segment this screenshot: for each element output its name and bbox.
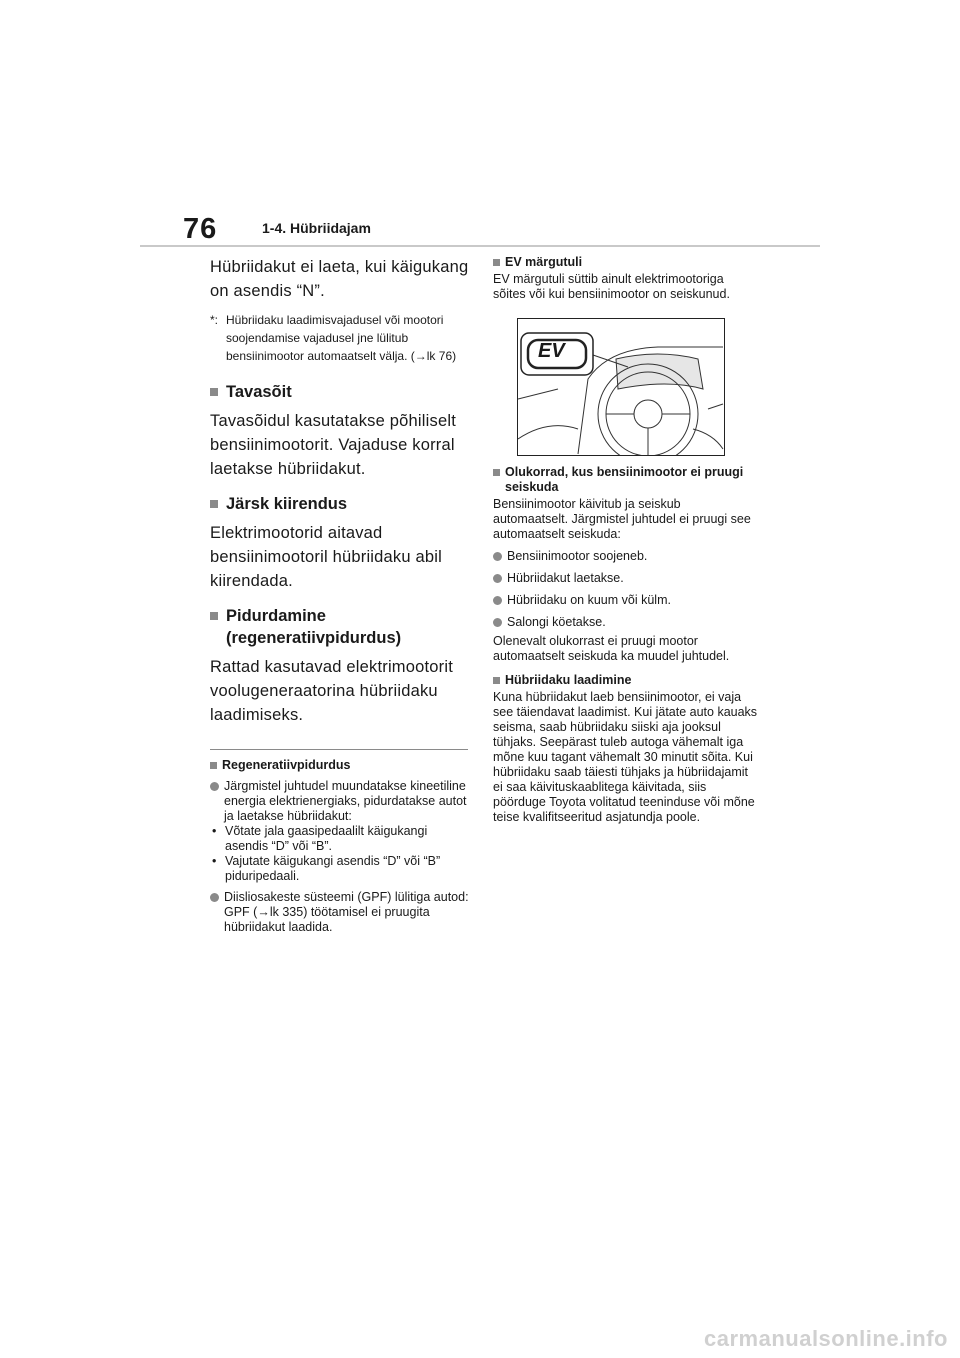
stop-heading: Olukorrad, kus bensiinimootor ei pruugi seiskuda — [493, 465, 758, 495]
square-bullet-icon — [210, 612, 218, 620]
charging-section — [493, 673, 758, 825]
section-body: Elektrimootorid aitavad bensiinimootoril hübriidaku abil kiirendada. — [210, 524, 443, 590]
regen-heading: Regeneratiivpidurdus — [210, 758, 470, 773]
square-bullet-icon — [210, 500, 218, 508]
header-rule — [140, 245, 820, 247]
section-heading: Järsk kiirendus — [210, 493, 470, 515]
section-heading: Tavasõit — [210, 381, 470, 403]
ev-indicator-icon: EV — [538, 340, 565, 362]
stop-intro: Bensiinimootor käivitub ja seiskub automaatselt. Järgmistel juhtudel ei pruugi see automaatselt seiskuda: — [493, 497, 751, 541]
list-item: Hübriidaku on kuum või külm. — [493, 593, 758, 608]
section-heading: Pidurdamine (regeneratiivpidurdus) — [210, 605, 470, 649]
right-column — [493, 255, 758, 825]
section-body: Rattad kasutavad elektrimootorit voolugeneraatorina hübriidaku laadimiseks. — [210, 658, 454, 724]
square-bullet-icon — [210, 762, 217, 769]
bullet-dot-icon — [210, 893, 219, 902]
bullet-dot-icon — [210, 782, 219, 791]
bullet-dot-icon — [493, 618, 502, 627]
bullet-dot-icon — [493, 596, 502, 605]
section-tavasoit — [210, 381, 470, 481]
stop-outro: Olenevalt olukorrast ei pruugi mootor automaatselt seiskuda ka muudel juhtudel. — [493, 634, 730, 663]
square-bullet-icon — [493, 677, 500, 684]
divider — [210, 749, 468, 750]
footnote-mark: *: — [210, 313, 219, 327]
ev-body: EV märgutuli süttib ainult elektrimootoriga sõites või kui bensiinimootor on seiskunud. — [493, 272, 730, 301]
list-item: Järgmistel juhtudel muundatakse kineetiline energia elektrienergiaks, pidurdatakse autot ja laetakse hübriidakut: — [210, 779, 470, 824]
section-body: Tavasõidul kasutatakse põhiliselt bensiinimootorit. Vajaduse korral laetakse hübriidakut. — [210, 412, 456, 478]
engine-stop-section — [493, 465, 758, 664]
list-item: Diisliosakeste süsteemi (GPF) lülitiga autod: GPF (→lk 335) töötamisel ei pruugita hübriidakut laadida. — [210, 890, 470, 935]
section-title: 1-4. Hübriidajam — [262, 220, 371, 236]
bullet-dot-icon — [493, 552, 502, 561]
list-item: Salongi köetakse. — [493, 615, 758, 630]
charge-heading: Hübriidaku laadimine — [493, 673, 758, 688]
bullet-dot-icon — [493, 574, 502, 583]
watermark: carmanualsonline.info — [704, 1326, 948, 1351]
intro-paragraph: Hübriidakut ei laeta, kui käigukang on asendis “N”. — [210, 258, 469, 300]
dashboard-illustration — [517, 318, 725, 456]
page-number: 76 — [183, 213, 218, 245]
square-bullet-icon — [493, 469, 500, 476]
list-item: Hübriidakut laetakse. — [493, 571, 758, 586]
ev-heading: EV märgutuli — [493, 255, 758, 270]
charge-body: Kuna hübriidakut laeb bensiinimootor, ei vaja see täiendavat laadimist. Kui jätate auto kauaks seisma, saab hübriidaku siiski aja jooksul tühjaks. Seepärast tuleb autoga vähemalt iga mõne kuu tagant vähemalt 30 minutit sõita. Kui hübriidaku saab täiesti tühjaks ja hübriidajamit ei saa käivituskaablitega käivitada, siis pöörduge Toyota volitatud teeninduse või mõne teise kvalifitseeritud asjatundja poole. — [493, 690, 758, 824]
footnote — [210, 311, 470, 365]
arrow-icon: → — [257, 905, 270, 919]
arrow-icon: → — [414, 349, 427, 363]
section-jarsk-kiirendus — [210, 493, 470, 593]
regen-box — [210, 758, 470, 935]
left-column — [210, 255, 470, 935]
section-pidurdamine — [210, 605, 470, 727]
list-item: Bensiinimootor soojeneb. — [493, 549, 758, 564]
footnote-text: Hübriidaku laadimisvajadusel või mootori soojendamise vajadusel jne lülitub bensiinimootor automaatselt välja. (→lk 76) — [226, 313, 457, 363]
sub-list-item: • Vajutate käigukangi asendis “D” või “B” piduripedaali. — [212, 854, 441, 883]
sub-list-item: • Võtate jala gaasipedaalilt käigukangi asendis “D” või “B”. — [212, 824, 428, 853]
square-bullet-icon — [493, 259, 500, 266]
square-bullet-icon — [210, 388, 218, 396]
